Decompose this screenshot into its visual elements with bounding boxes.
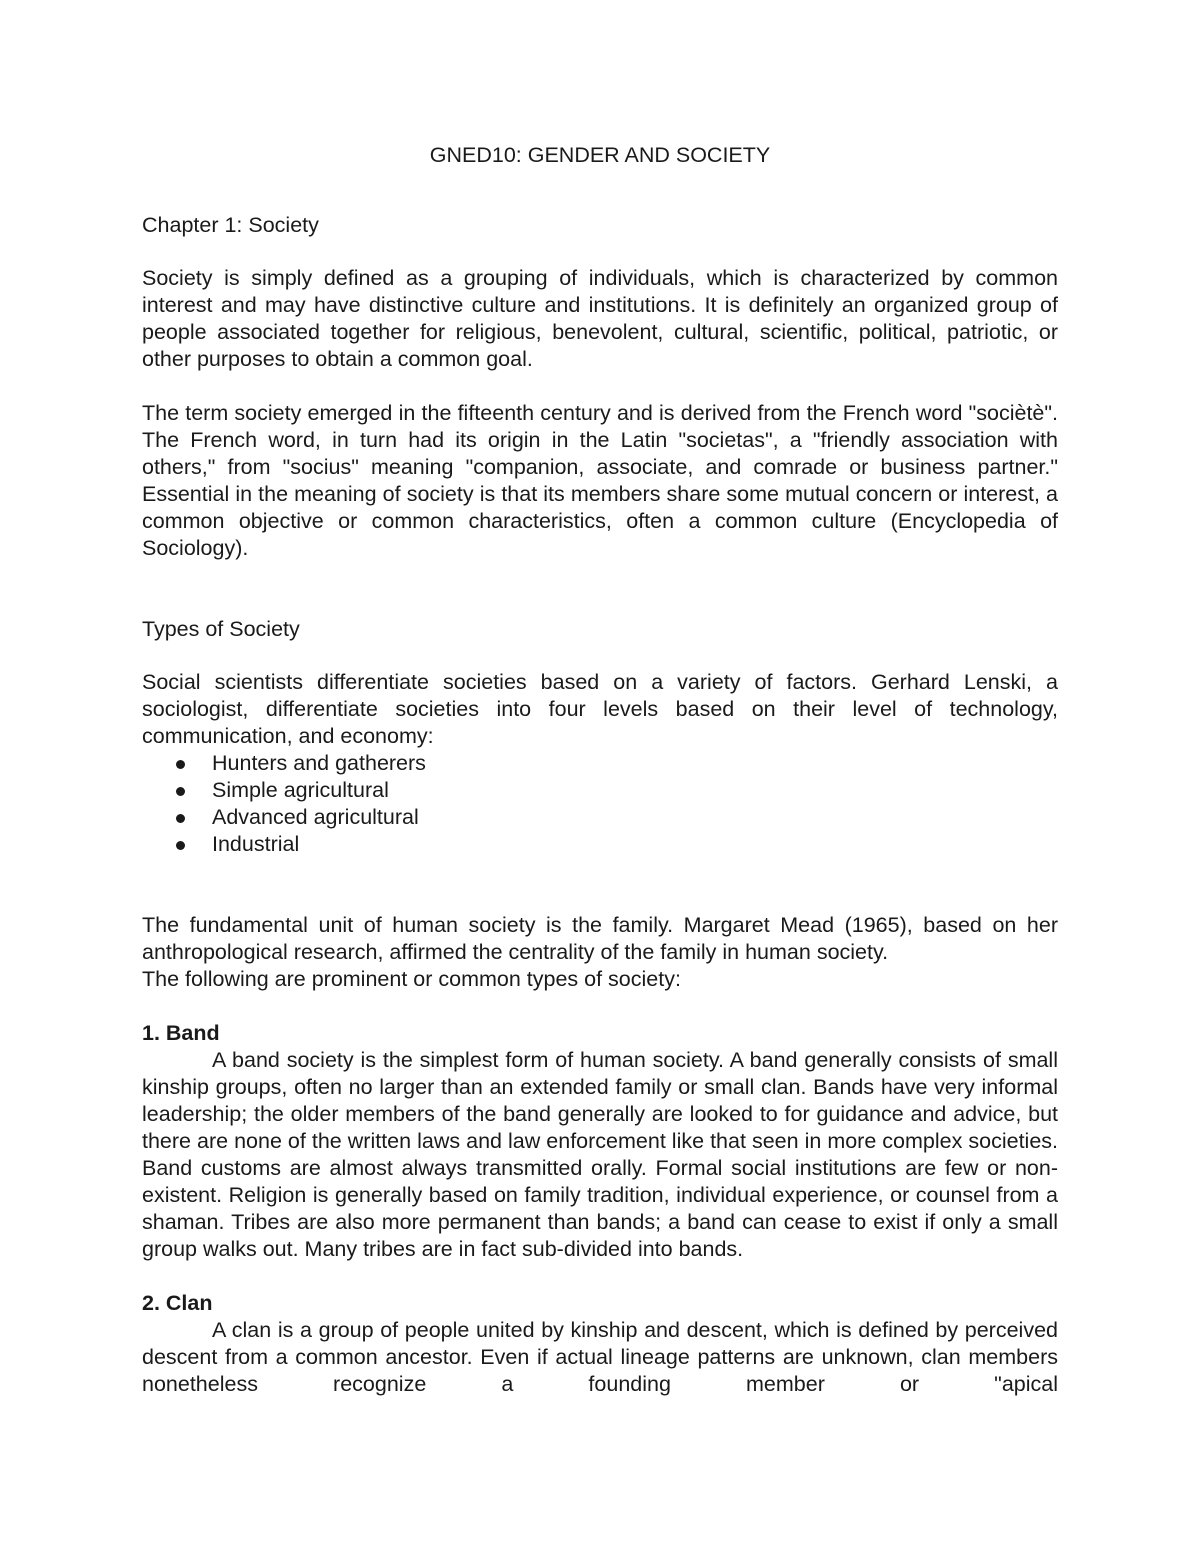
list-item: Advanced agricultural [142, 804, 1058, 831]
clan-heading: 2. Clan [142, 1291, 213, 1315]
list-item: Hunters and gatherers [142, 750, 1058, 777]
band-heading: 1. Band [142, 1021, 220, 1045]
clan-paragraph: A clan is a group of people united by kinship and descent, which is defined by perceived descent from a common ancestor. Even if actual lineage patterns are unknown, clan members nonetheless recognize a founding member or "apical [142, 1318, 1058, 1396]
family-paragraph: The fundamental unit of human society is the family. Margaret Mead (1965), based on her anthropological research, affirmed the centrality of the family in human society. [142, 913, 1058, 964]
society-levels-list [142, 750, 1058, 858]
bullet-icon [176, 760, 185, 769]
society-definition-paragraph: Society is simply defined as a grouping of individuals, which is characterized by common interest and may have distinctive culture and institutions. It is definitely an organized group of people associated together for religious, benevolent, cultural, scientific, political, patriotic, or other purposes to obtain a common goal. [142, 266, 1058, 371]
types-intro-paragraph: Social scientists differentiate societies based on a variety of factors. Gerhard Lenski, a sociologist, differentiate societies into four levels based on their level of technology, communication, and economy: [142, 670, 1058, 748]
bullet-icon [176, 841, 185, 850]
document-title: GNED10: GENDER AND SOCIETY [429, 143, 771, 167]
society-etymology-paragraph: The term society emerged in the fifteenth century and is derived from the French word "sociètè". The French word, in turn had its origin in the Latin "societas", a "friendly association with others," from "socius" meaning "companion, associate, and comrade or business partner." Essential in the meaning of society is that its members share some mutual concern or interest, a common objective or common characteristics, often a common culture (Encyclopedia of Sociology). [142, 401, 1058, 560]
band-paragraph: A band society is the simplest form of human society. A band generally consists of small kinship groups, often no larger than an extended family or small clan. Bands have very informal leadership; the older members of the band generally are looked to for guidance and advice, but there are none of the written laws and law enforcement like that seen in more complex societies. Band customs are almost always transmitted orally. Formal social institutions are few or non-existent. Religion is generally based on family tradition, individual experience, or counsel from a shaman. Tribes are also more permanent than bands; a band can cease to exist if only a small group walks out. Many tribes are in fact sub-divided into bands. [142, 1048, 1058, 1261]
list-item: Industrial [142, 831, 1058, 858]
types-heading: Types of Society [142, 617, 300, 641]
chapter-heading: Chapter 1: Society [142, 213, 319, 237]
bullet-icon [176, 787, 185, 796]
list-item: Simple agricultural [142, 777, 1058, 804]
types-lead-in: The following are prominent or common types of society: [142, 967, 681, 991]
bullet-icon [176, 814, 185, 823]
